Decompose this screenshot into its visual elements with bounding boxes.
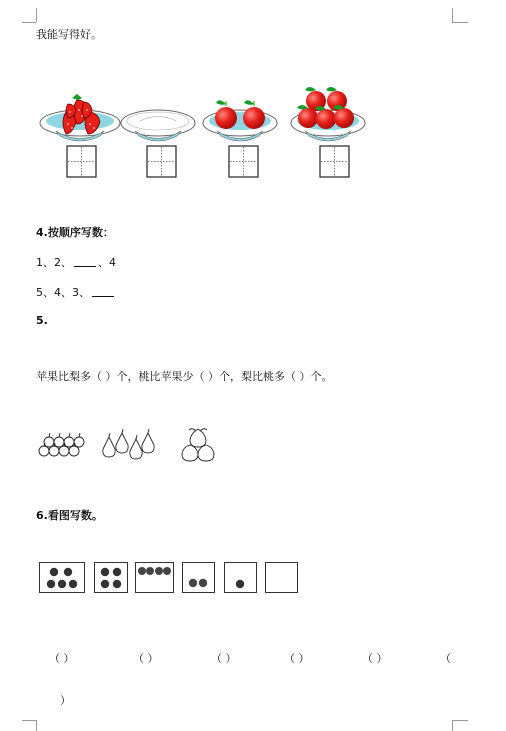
answer-blank-5[interactable]: （ ） xyxy=(362,652,388,665)
writing-grid xyxy=(67,146,349,177)
line-write-well: 我能写得好。 xyxy=(36,28,102,41)
crop-mark-bl xyxy=(22,720,36,721)
plate-strawberries xyxy=(40,94,120,141)
q4-seq2-blank[interactable] xyxy=(92,296,114,297)
pear-outline-group xyxy=(103,429,154,459)
q4-heading: 4.按顺序写数： xyxy=(36,226,114,239)
crop-mark-bl-v xyxy=(36,720,37,731)
plate-two-apples xyxy=(203,100,277,141)
apple-outline-group xyxy=(39,433,84,456)
fruit-box-4 xyxy=(182,562,215,593)
q4-seq1-end: 、4 xyxy=(98,256,116,269)
fruit-box-3 xyxy=(135,562,174,593)
q5-sentence: 苹果比梨多（ ）个，桃比苹果少（ ）个，梨比桃多（ ）个。 xyxy=(36,370,333,383)
plate-empty xyxy=(121,110,195,141)
q5-heading: 5. xyxy=(36,314,48,327)
fruit-box-6-empty xyxy=(265,562,298,593)
crop-mark-br xyxy=(452,720,468,721)
apple-icon xyxy=(215,100,237,129)
plate-five-apples xyxy=(291,87,365,141)
crop-mark-br-v xyxy=(452,720,453,731)
q4-seq2: 5、4、3、 xyxy=(36,286,90,299)
q4-seq1-blank[interactable] xyxy=(74,266,96,267)
q4-seq1-start: 1、2、 xyxy=(36,256,72,269)
peach-outline-group xyxy=(182,429,214,461)
apple-icon xyxy=(243,100,265,129)
fruit-box-2 xyxy=(94,562,128,593)
fruit-box-1 xyxy=(39,562,85,593)
answer-blank-6-close: ） xyxy=(60,694,71,707)
answer-blank-2[interactable]: （ ） xyxy=(133,652,159,665)
answer-blank-1[interactable]: （ ） xyxy=(49,652,75,665)
q5-fruit-groups xyxy=(36,427,236,467)
answer-blank-6[interactable]: （ xyxy=(440,652,451,665)
plates-illustration xyxy=(0,0,506,200)
q6-heading: 6.看图写数。 xyxy=(36,509,103,522)
answer-blank-4[interactable]: （ ） xyxy=(284,652,310,665)
fruit-box-5 xyxy=(224,562,257,593)
answer-blank-3[interactable]: （ ） xyxy=(211,652,237,665)
